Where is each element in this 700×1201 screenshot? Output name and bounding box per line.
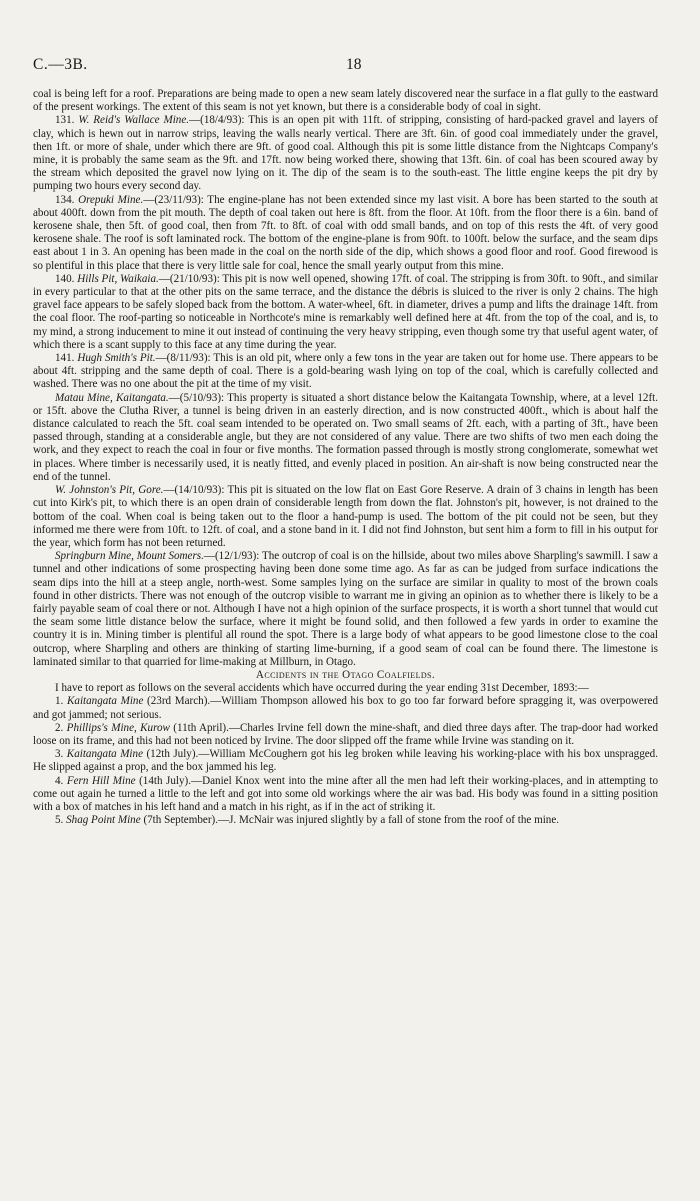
accident-mine: Fern Hill Mine [66, 774, 136, 787]
accidents-intro: I have to report as follows on the several accidents which have occurred during the year ending 31st December, 1893:— [55, 682, 589, 695]
accident-item: 2. Phillips's Mine, Kurow (11th April).—Charles Irvine fell down the mine-shaft, and died three days after. The trap-door had worked loose on its frame, and this had not been noticed by Irvine. The door slipped off the frame while Irvine was standing on it. [33, 721, 659, 747]
page-header [33, 56, 658, 78]
accident-item: 1. Kaitangata Mine (23rd March).—William Thompson allowed his box to go too far forward before spragging it, was overpowered and got jammed; not serious. [33, 695, 659, 721]
mine-title: Hills Pit, Waikaia. [77, 272, 159, 285]
report-body [33, 88, 658, 827]
paragraph-matau-mine: Matau Mine, Kaitangata.—(5/10/93): This property is situated a short distance below the Kaitangata Township, where, at a level 12ft. or 15ft. above the Clutha River, a tunnel is being driven in an easterly direction, and is now constructed 400ft., which is about half the distance calculated to reach the 5ft. coal seam intended to be operated on. Two small seams of 2ft. each, with a parting of 3ft., have been passed through, standing at a considerable angle, but they are not considered of any value. There are two shifts of two men each doing the work, and they expect to reach the coal in four or five months. The formation passed through is mostly strong conglomerate, somewhat wet in places. Where timber is necessarily used, it is neatly fitted, and evenly placed in position. An air-shaft is now being constructed near the end of the tunnel. [33, 391, 658, 483]
paragraph-johnston-pit: W. Johnston's Pit, Gore.—(14/10/93): This pit is situated on the low flat on East Gore Reserve. A drain of 3 chains in length has been cut into Kirk's pit, to which there is an open drain of considerable length from down the flat. Johnston's pit, however, is not drained to the bottom of the coal. When coal is being taken out to the floor a hand-pump is used. The bottom of the pit could not be seen, but they informed me there were from 10ft. to 12ft. of coal, and a stone band in it. I did not find Johnston, but sent him a form to fill in his output for the year, which form has not been returned. [33, 484, 658, 549]
accident-mine: Kaitangata Mine [66, 748, 143, 761]
mine-title: Springburn Mine, Mount Somers. [55, 550, 204, 563]
accident-item: 5. Shag Point Mine (7th September).—J. McNair was injured slightly by a fall of stone from the roof of the mine. [55, 814, 560, 827]
mine-title: W. Reid's Wallace Mine. [78, 114, 190, 127]
accident-mine: Shag Point Mine [66, 814, 141, 827]
paragraph-hugh-smith-pit: 141. Hugh Smith's Pit.—(8/11/93): This is an old pit, where only a few tons in the year are taken out for home use. There appears to be about 4ft. stripping and the same depth of coal. There is a gold-bearing wash lying on top of the coal, which is carefully collected and washed. There was no one about the pit at the time of my visit. [33, 352, 658, 391]
paragraph-springburn-mine: Springburn Mine, Mount Somers.—(12/1/93): The outcrop of coal is on the hillside, about two miles above Sharpling's sawmill. I saw a tunnel and other indications of some prospecting having been done some time ago. As far as can be judged from surface indications the seam dips into the hill at a steep angle, north-west. Some samples lying on the surface are similar in quality to most of the brown coals found in other districts. There was not enough of the outcrop visible to warrant me in giving an opinion as to whether there is likely to be a fairly payable seam of coal there or not. Although I have not a high opinion of the surface prospects, it is worth a short tunnel that would cut the seam some little distance below the surface, where it might be found solid, and then followed a few yards in order to examine the country it is in. Mining timber is plentiful all round the spot. There is a large body of what appears to be good limestone close to the coal outcrop, where Sharpling and others are thinking of starting lime-burning, if a good seam of coal can be found there. The limestone is laminated similar to that quarried for lime-making at Millburn, in Otago. [33, 550, 658, 668]
mine-title: Orepuki Mine. [78, 193, 144, 206]
paragraph-hills-pit: 140. Hills Pit, Waikaia.—(21/10/93): This pit is now well opened, showing 17ft. of coal. The stripping is from 30ft. to 90ft., and similar in every particular to that at the other pits on the same terrace, and the distance the débris is sluiced to the river is only 2 chains. The high gravel face appears to be safely sloped back from the bottom. A water-wheel, 6ft. in diameter, drives a pump and lifts the drainage 14ft. from the coal floor. The roof-parting so noticeable in Northcote's mine is remarkably well defined here at 4ft. from the top of the coal, and is, to my mind, a strong inducement to mine it out instead of continuing the very heavy stripping, even though some try that useful agent water, of which there is a scant supply to this face at any time during the year. [33, 272, 659, 351]
section-heading: Accidents in the Otago Coalfields. [255, 668, 436, 681]
mine-title: W. Johnston's Pit, Gore. [55, 484, 164, 497]
mine-title: Matau Mine, Kaitangata. [55, 391, 169, 404]
mine-title: Hugh Smith's Pit. [77, 352, 156, 365]
accident-mine: Kaitangata Mine [67, 695, 144, 708]
accident-mine: Phillips's Mine, Kurow [66, 721, 170, 734]
accident-item: 3. Kaitangata Mine (12th July).—William McCoughern got his leg broken while leaving his working-place with his box unspragged. He slipped against a prop, and the box jammed his leg. [33, 748, 659, 774]
paragraph-continuation: coal is being left for a roof. Preparations are being made to open a new seam lately discovered near the surface in a flat gully to the eastward of the present workings. The extent of this seam is not yet known, but there is a considerable body of coal in sight. [33, 88, 658, 114]
paragraph-orepuki-mine: 134. Orepuki Mine.—(23/11/93): The engine-plane has not been extended since my last visit. A bore has been started to the south at about 400ft. down from the pit mouth. The depth of coal taken out here is 8ft. from the floor. At 10ft. from the floor there is a 6in. band of kerosene shale, then 5ft. of good coal, then from 7ft. to 8ft. of coal with odd small bands, and on top of this rests the 4ft. of very good kerosene shale. The roof is soft laminated rock. The bottom of the engine-plane is from 90ft. to 100ft. below the surface, and the seam dips east about 1 in 3. An opening has been made in the coal on the north side of the dip, which shows a good floor and roof. Good firewood is so plentiful in this place that there is very little sale for coal, hence the small yearly output from this mine. [33, 193, 658, 272]
accident-item: 4. Fern Hill Mine (14th July).—Daniel Knox went into the mine after all the men had left their working-places, and in attempting to come out again he turned a little to the left and got into some old workings where the air was bad. His body was found in a sitting position with a box of matches in his left hand and a match in his right, as if in the act of striking it. [33, 774, 658, 813]
page-number: 18 [346, 56, 362, 73]
paragraph-wallace-mine: 131. W. Reid's Wallace Mine.—(18/4/93): This is an open pit with 11ft. of stripping, consisting of hard-packed gravel and layers of clay, which is hewn out in narrow strips, leaving the walls nearly vertical. There are 3ft. 6in. of good coal immediately under the gravel, then 1ft. or more of shale, under which there are 9ft. of good coal. Although this pit is some little distance from the Nightcaps Company's mine, it is probably the same seam as the 9ft. and 17ft. now being worked there, showing that 13ft. 6in. of coal has been scoured away by the stream which deposited the gravel now lying on it. The dip of the seam is to the south-east. The little engine keeps the pit dry by pumping two hours every second day. [33, 114, 658, 193]
report-code: C.—3B. [33, 56, 88, 73]
